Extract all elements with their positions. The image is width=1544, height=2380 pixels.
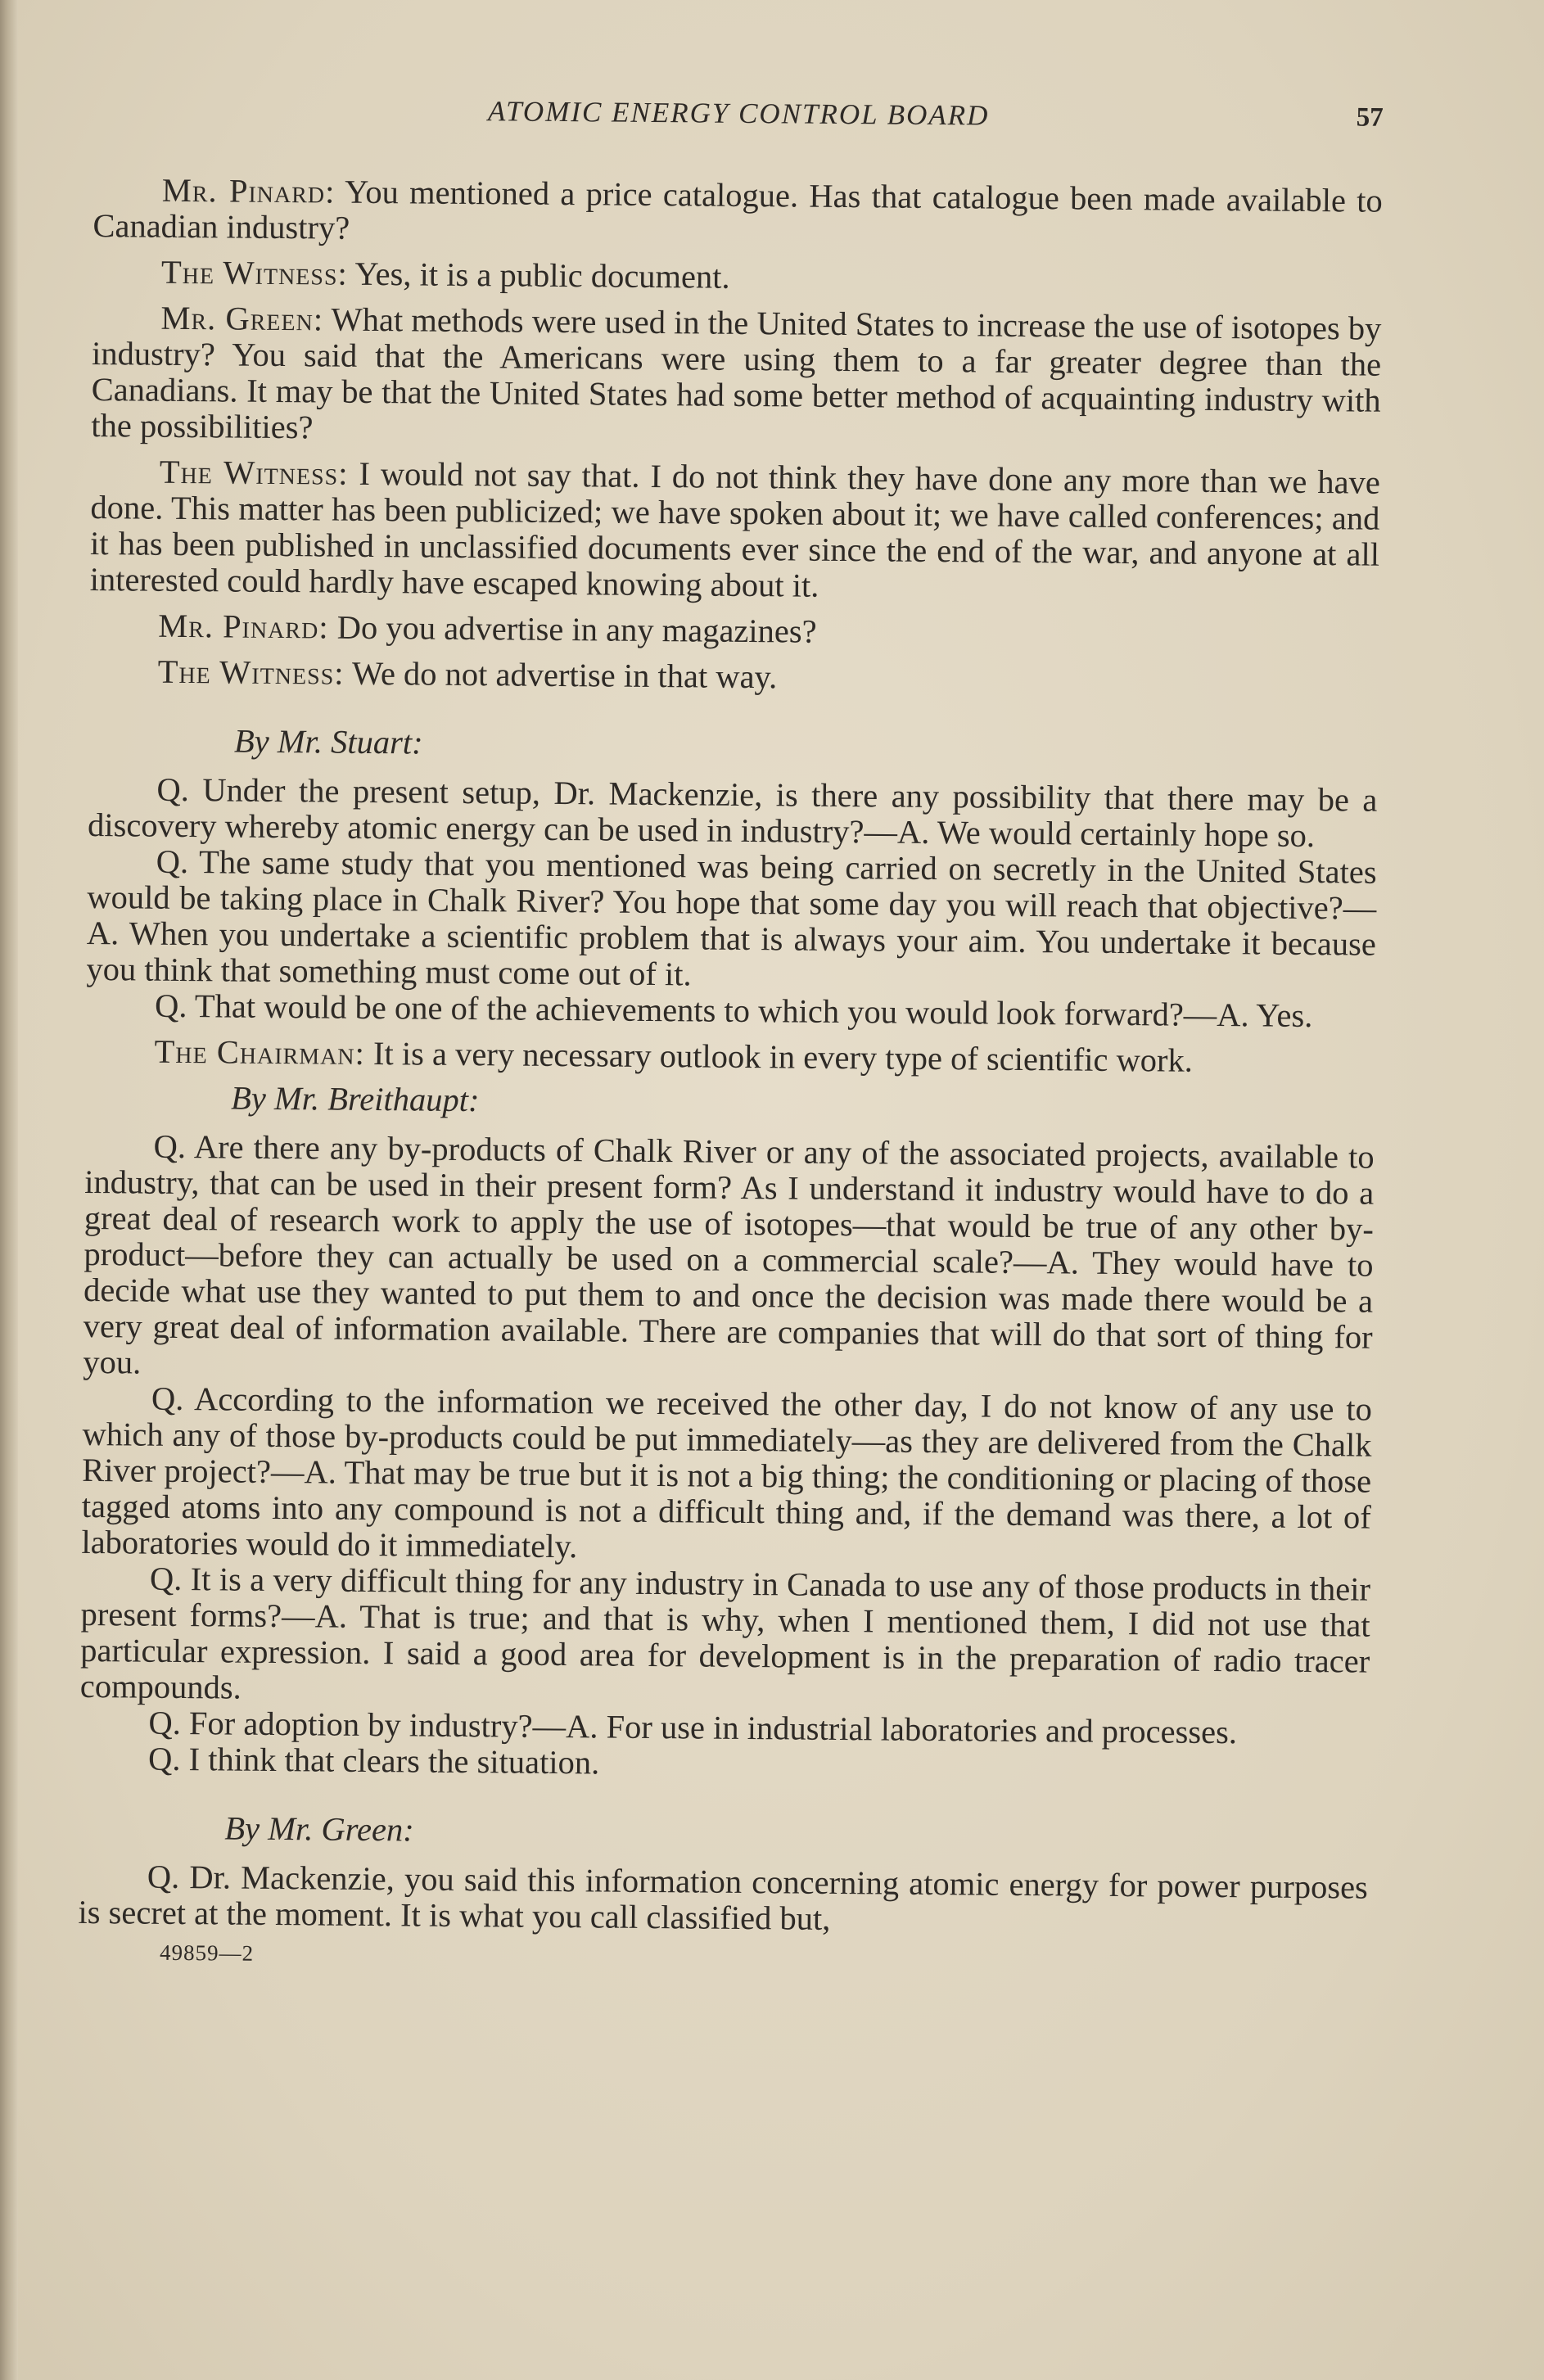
paragraph-text: Yes, it is a public document.: [354, 255, 730, 296]
question-answer: Q. Under the present setup, Dr. Mackenzie, is there any possibility that there may be a discovery whereby atomic energy can be used in industry?—A. We would certainly hope so.: [87, 770, 1378, 855]
paragraph-text: What methods were used in the United States to increase the use of isotopes by industry? You said that the Americans were using them to a far greater degree than the Canadians. It may be that the United States had some better method of acquainting industry with the possibilities?: [91, 300, 1382, 446]
examiner-heading-green: By Mr. Green:: [224, 1809, 414, 1849]
question-answer: Q. Are there any by-products of Chalk River or any of the associated projects, available to industry, that can be used in their present form? As I understand it industry would have to do a great deal of research work to apply the use of isotopes—that would be true of any other by-product—before they can actually be used on a commercial scale?—A. They would have to decide what use they wanted to put them to and once the decision was made there would be a very great deal of information available. There are companies that will do that sort of thing for you.: [83, 1127, 1375, 1381]
speaker-label: The Witness:: [159, 453, 349, 492]
paragraph-pinard-2: [89, 607, 1379, 655]
speaker-label: The Chairman:: [154, 1032, 366, 1072]
paragraph-witness-3: [89, 653, 1379, 701]
paragraph-chairman: [85, 1033, 1375, 1081]
speaker-label: The Witness:: [157, 653, 345, 692]
examiner-heading-breithaupt: By Mr. Breithaupt:: [230, 1079, 480, 1119]
paragraph-text: I would not say that. I do not think they have done any more than we have done. This matter has been publicized; we have spoken about it; we have called conferences; and it has been published in unclassified documents ever since the end of the war, and anyone at all interested could hardly have escaped knowing about it.: [89, 454, 1381, 604]
page-number: 57: [1356, 102, 1384, 133]
question-answer: Q. That would be one of the achievements to which you would look forward?—A. Yes.: [154, 987, 1313, 1035]
speaker-label: Mr. Pinard:: [158, 607, 329, 646]
running-head: [93, 82, 1384, 151]
question-answer: Q. It is a very difficult thing for any industry in Canada to use any of those products in their present forms?—A. That is true; and that is why, when I mentioned them, I did not use that particular expression. I said a good area for development is in the preparation of radio tracer compounds.: [79, 1560, 1371, 1706]
printer-code: 49859—2: [159, 1940, 255, 1966]
paragraph-text: You mentioned a price catalogue. Has that catalogue been made available to Canadian industry?: [93, 173, 1383, 246]
paragraph-text: Do you advertise in any magazines?: [336, 608, 817, 650]
paragraph-text: It is a very necessary outlook in every type of scientific work.: [372, 1035, 1194, 1079]
paragraph-witness-1: [93, 254, 1382, 301]
paragraph-pinard-1: [93, 172, 1383, 255]
binding-edge: [0, 0, 18, 2380]
paragraph-text: We do not advertise in that way.: [351, 654, 778, 696]
question-answer: Q. According to the information we received the other day, I do not know of any use to which any of those by-products could be put immediately—as they are delivered from the Chalk River project?—A. That may be true but it is not a big thing; the conditioning or placing of those tagged atoms into any compound is not a difficult thing and, if the demand was there, a lot of laboratories would do it immediately.: [81, 1380, 1373, 1565]
question-answer: Q. The same study that you mentioned was being carried on secretly in the United States would be taking place in Chalk River? You hope that some day you will reach that objective?—A. When you undertake a scientific problem that is always your aim. You undertake it because you think that something must come out of it.: [86, 842, 1377, 993]
question-answer: Q. For adoption by industry?—A. For use in industrial laboratories and processes.: [148, 1704, 1238, 1751]
running-title: ATOMIC ENERGY CONTROL BOARD: [487, 95, 990, 132]
paragraph-witness-2: [90, 454, 1380, 609]
examiner-heading-stuart: By Mr. Stuart:: [233, 722, 423, 761]
question-answer: Q. I think that clears the situation.: [147, 1740, 600, 1782]
speaker-label: Mr. Pinard:: [161, 171, 336, 210]
text-column: [78, 82, 1384, 1981]
speaker-label: Mr. Green:: [160, 299, 324, 338]
question-answer: Q. Dr. Mackenzie, you said this information concerning atomic energy for power purposes is secret at the moment. It is what you call classified but,: [78, 1858, 1369, 1937]
speaker-label: The Witness:: [160, 253, 349, 292]
paragraph-green-1: [91, 300, 1381, 455]
